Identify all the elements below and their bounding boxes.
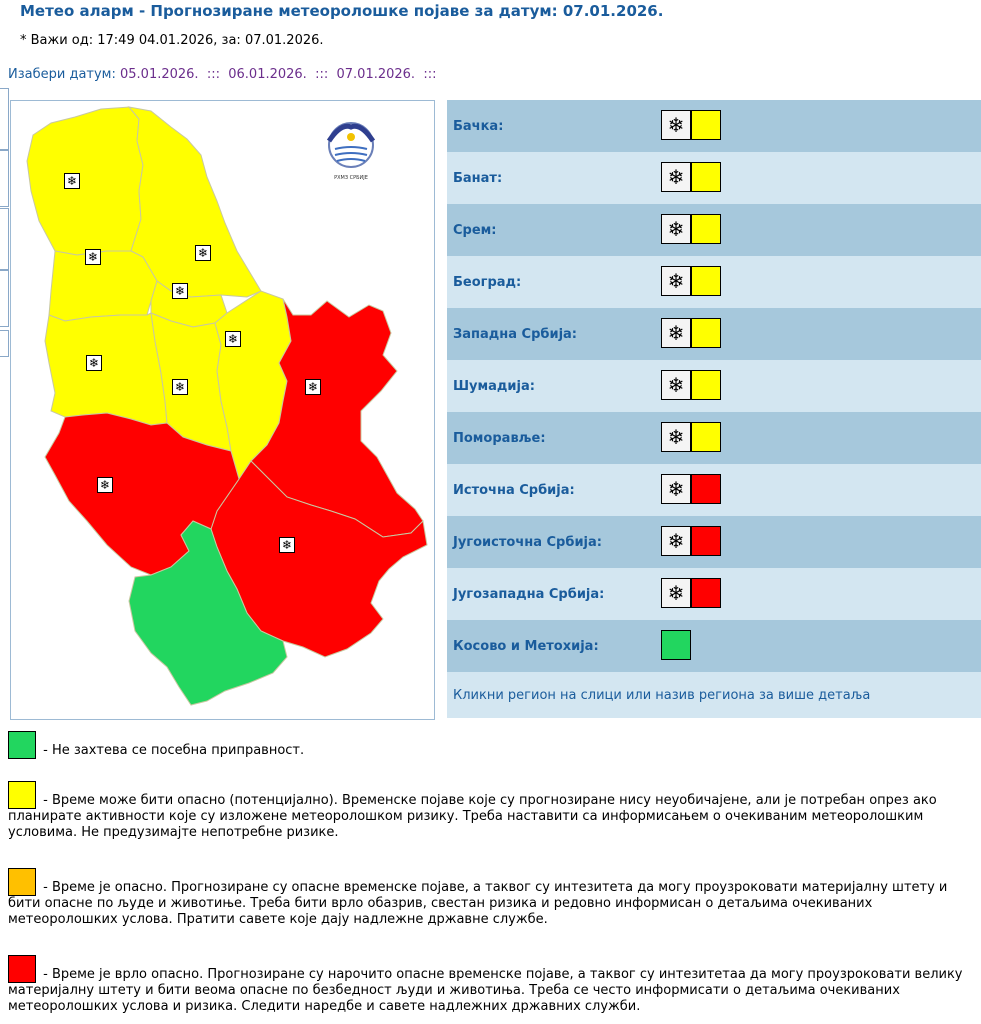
snowflake-icon: ❄ bbox=[661, 110, 691, 140]
warning-level-swatch bbox=[691, 162, 721, 192]
region-name[interactable]: Источна Србија: bbox=[453, 482, 575, 498]
map-snowflake-icon[interactable]: ❄ bbox=[225, 331, 241, 347]
region-warning-icons bbox=[661, 578, 721, 608]
map-snowflake-icon[interactable]: ❄ bbox=[305, 379, 321, 395]
map-snowflake-icon[interactable]: ❄ bbox=[64, 173, 80, 189]
left-frame-edge bbox=[0, 330, 9, 357]
map-snowflake-icon[interactable]: ❄ bbox=[172, 283, 188, 299]
legend-item-green bbox=[8, 731, 978, 759]
region-warning-icons bbox=[661, 266, 721, 296]
snowflake-icon: ❄ bbox=[661, 370, 691, 400]
date-link-05[interactable]: 05.01.2026. bbox=[120, 67, 199, 82]
date-selector bbox=[8, 67, 436, 82]
region-warning-icons bbox=[661, 422, 721, 452]
date-link-06[interactable]: 06.01.2026. bbox=[228, 67, 307, 82]
legend-text: - Време може бити опасно (потенцијално). Временске појаве које су прогнозиране нису неуобичајене, али је потребан опрез ако планирате активности које су изложене метеоролошком ризику. Треба наставити са информисањем о очекиваним метеоролошким условима. Не предузимајте непотребне ризике. bbox=[8, 793, 937, 840]
snowflake-icon: ❄ bbox=[661, 474, 691, 504]
map-snowflake-icon[interactable]: ❄ bbox=[97, 477, 113, 493]
warning-level-swatch bbox=[691, 214, 721, 244]
region-warning-icons bbox=[661, 214, 721, 244]
date-separator: ::: bbox=[423, 67, 437, 82]
snowflake-icon: ❄ bbox=[661, 578, 691, 608]
warning-level-swatch bbox=[691, 526, 721, 556]
snowflake-icon: ❄ bbox=[661, 422, 691, 452]
warning-level-swatch bbox=[691, 110, 721, 140]
region-name[interactable]: Југозападна Србија: bbox=[453, 586, 605, 602]
region-name[interactable]: Банат: bbox=[453, 170, 503, 186]
map-snowflake-icon[interactable]: ❄ bbox=[279, 537, 295, 553]
region-name[interactable]: Западна Србија: bbox=[453, 326, 578, 342]
legend-item-red bbox=[8, 955, 978, 1015]
region-row[interactable] bbox=[447, 464, 981, 516]
svg-text:РХМЗ СРБИЈЕ: РХМЗ СРБИЈЕ bbox=[334, 175, 368, 181]
snowflake-icon: ❄ bbox=[661, 214, 691, 244]
legend-swatch bbox=[8, 955, 36, 983]
warning-level-swatch bbox=[691, 318, 721, 348]
region-warning-icons bbox=[661, 526, 721, 556]
region-hint: Кликни регион на слици или назив региона за више детаља bbox=[447, 672, 981, 718]
snowflake-icon: ❄ bbox=[661, 318, 691, 348]
region-row[interactable] bbox=[447, 360, 981, 412]
region-row[interactable] bbox=[447, 256, 981, 308]
date-link-07[interactable]: 07.01.2026. bbox=[336, 67, 416, 82]
validity-text: * Важи од: 17:49 04.01.2026, за: 07.01.2026. bbox=[20, 33, 324, 48]
map-snowflake-icon[interactable]: ❄ bbox=[195, 245, 211, 261]
map-region-srem[interactable] bbox=[49, 251, 157, 321]
map-snowflake-icon[interactable]: ❄ bbox=[86, 355, 102, 371]
region-row[interactable] bbox=[447, 412, 981, 464]
serbia-map bbox=[10, 100, 435, 720]
map-snowflake-icon[interactable]: ❄ bbox=[85, 249, 101, 265]
warning-level-swatch bbox=[691, 474, 721, 504]
region-warning-icons bbox=[661, 162, 721, 192]
region-row[interactable] bbox=[447, 308, 981, 360]
region-warning-icons bbox=[661, 370, 721, 400]
warning-level-swatch bbox=[691, 422, 721, 452]
region-name[interactable]: Југоисточна Србија: bbox=[453, 534, 602, 550]
warning-level-swatch bbox=[691, 266, 721, 296]
region-row[interactable] bbox=[447, 100, 981, 152]
date-separator: ::: bbox=[315, 67, 329, 82]
region-warning-icons bbox=[661, 630, 691, 660]
region-name[interactable]: Бачка: bbox=[453, 118, 504, 134]
region-warning-icons bbox=[661, 474, 721, 504]
region-row[interactable] bbox=[447, 568, 981, 620]
legend-swatch bbox=[8, 781, 36, 809]
legend-swatch bbox=[8, 731, 36, 759]
warning-level-swatch bbox=[691, 370, 721, 400]
date-separator: ::: bbox=[206, 67, 220, 82]
legend-text: - Време је опасно. Прогнозиране су опасне временске појаве, а таквог су интезитета да могу проузроковати материјалну штету и бити опасне по људе и животиње. Треба бити врло обазрив, свестан ризика и редовно информисан о детаљима очекиваних метеоролошких услова. Пратити савете које дају надлежне државне службе. bbox=[8, 880, 948, 927]
map-region-zapadna-srbija[interactable] bbox=[45, 313, 167, 425]
region-table bbox=[447, 100, 981, 718]
left-frame-edge bbox=[0, 270, 9, 327]
region-row[interactable] bbox=[447, 204, 981, 256]
region-name[interactable]: Поморавље: bbox=[453, 430, 546, 446]
snowflake-icon: ❄ bbox=[661, 266, 691, 296]
legend-item-yellow bbox=[8, 781, 978, 841]
region-warning-icons bbox=[661, 110, 721, 140]
legend-swatch bbox=[8, 868, 36, 896]
map-snowflake-icon[interactable]: ❄ bbox=[172, 379, 188, 395]
snowflake-icon: ❄ bbox=[661, 162, 691, 192]
serbia-map-svg bbox=[11, 101, 434, 719]
region-name[interactable]: Шумадија: bbox=[453, 378, 535, 394]
region-name[interactable]: Београд: bbox=[453, 274, 522, 290]
left-frame-edge bbox=[0, 150, 9, 207]
region-name[interactable]: Косово и Метохија: bbox=[453, 638, 599, 654]
warning-level-swatch bbox=[691, 578, 721, 608]
legend-text: - Време је врло опасно. Прогнозиране су нарочито опасне временске појаве, а таквог су интезитетаа да могу проузроковати велику материјалну штету и бити веома опасне по безбедност људи и животиња. Треба се често информисати о детаљима очекиваних метеоролошких услова и ризика. Следити наредбе и савете надлежних државних служби. bbox=[8, 967, 963, 1014]
region-row[interactable] bbox=[447, 152, 981, 204]
region-row[interactable] bbox=[447, 516, 981, 568]
map-region-backa[interactable] bbox=[27, 107, 143, 255]
region-name[interactable]: Срем: bbox=[453, 222, 497, 238]
left-frame-edge bbox=[0, 88, 9, 150]
region-row[interactable] bbox=[447, 620, 981, 672]
legend-text: - Не захтева се посебна приправност. bbox=[39, 743, 305, 758]
snowflake-icon: ❄ bbox=[661, 526, 691, 556]
rhmz-logo bbox=[329, 123, 373, 181]
page-title: Метео аларм - Прогнозиране метеоролошке појаве за датум: 07.01.2026. bbox=[20, 2, 664, 20]
date-selector-label: Изабери датум: bbox=[8, 67, 120, 82]
region-warning-icons bbox=[661, 318, 721, 348]
warning-level-swatch bbox=[661, 630, 691, 660]
left-frame-edge bbox=[0, 208, 9, 270]
legend-item-orange bbox=[8, 868, 978, 928]
